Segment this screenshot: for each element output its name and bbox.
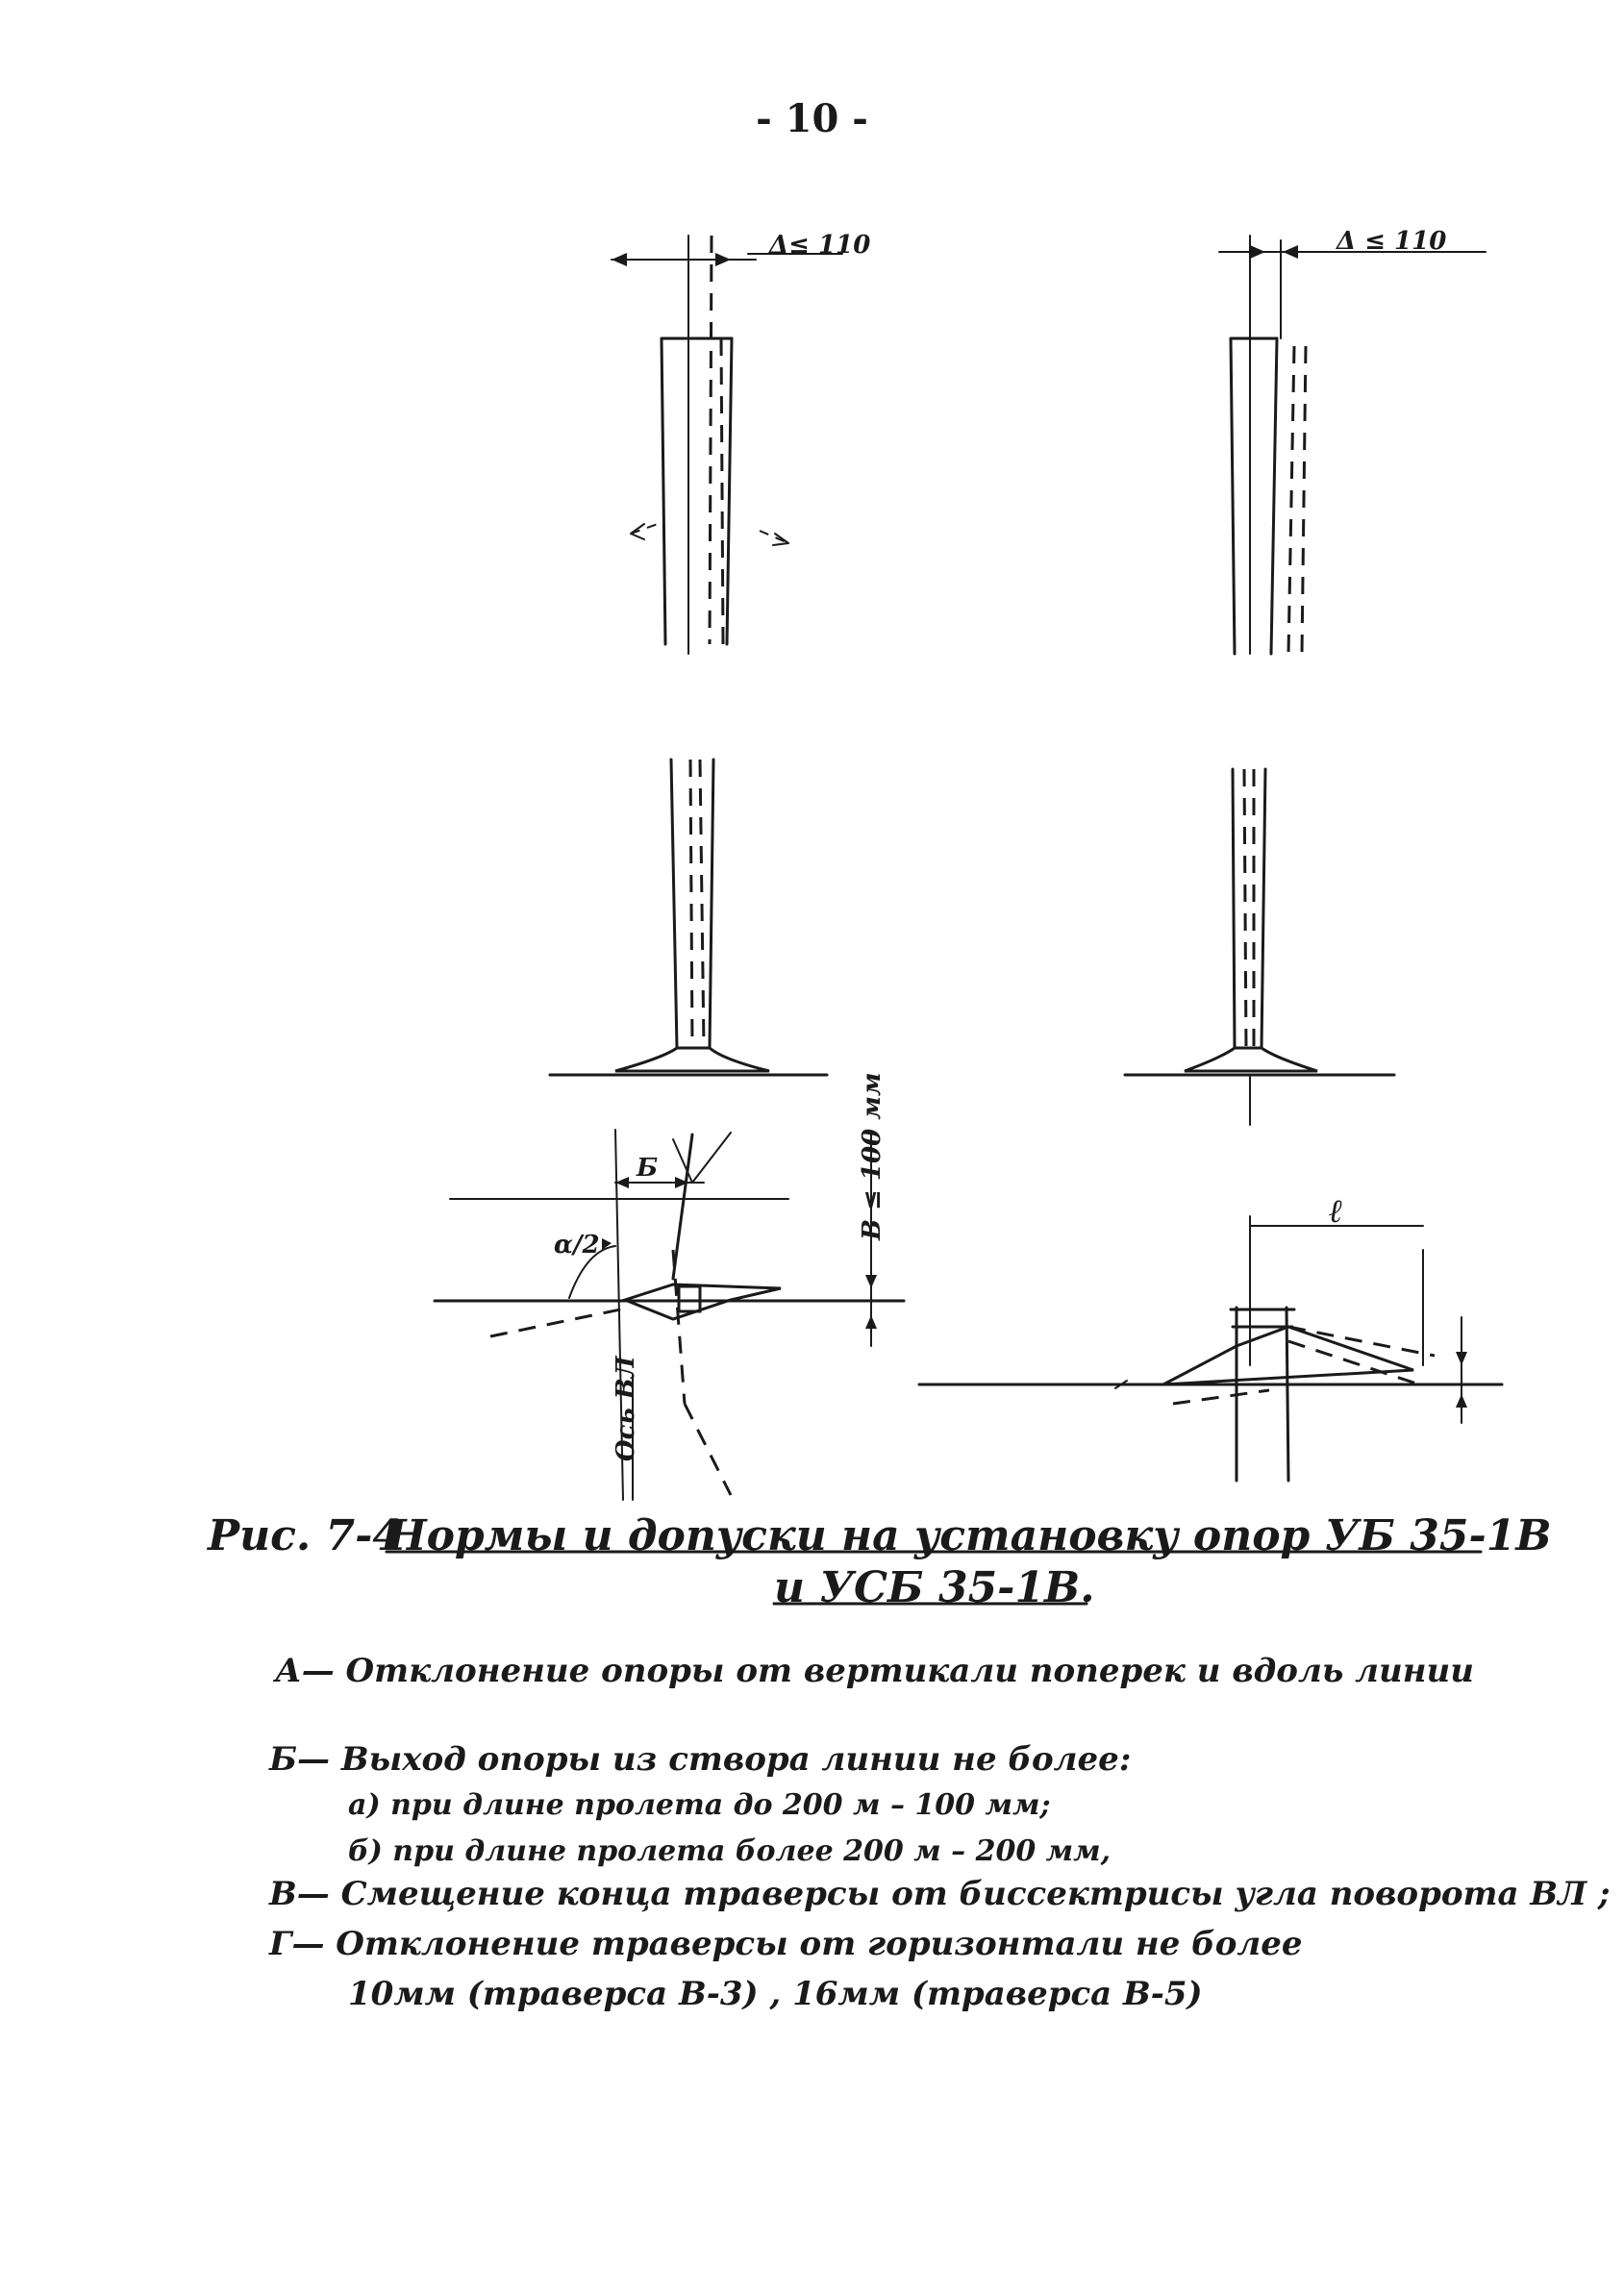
right-pole bbox=[1125, 236, 1486, 1125]
dim-label-v-limit: В ≤ 100 мм bbox=[858, 1072, 887, 1240]
caption-line-1: Нормы и допуски на установку опор УБ 35-1В bbox=[387, 1511, 1552, 1560]
figure-number: Рис. 7-4 bbox=[208, 1511, 402, 1560]
legend-a: А— Отклонение опоры от вертикали поперек и вдоль линии bbox=[275, 1652, 1474, 1690]
page-number: - 10 - bbox=[756, 96, 868, 141]
dim-label-b: Б bbox=[637, 1154, 659, 1183]
plan-detail bbox=[435, 1130, 904, 1500]
side-detail bbox=[919, 1216, 1502, 1481]
dim-label-axis: Ось ВЛ bbox=[612, 1356, 640, 1461]
legend-v: В— Смещение конца траверсы от биссектрисы угла поворота ВЛ ; bbox=[269, 1875, 1611, 1913]
legend-b-b: б) при длине пролета более 200 м – 200 мм, bbox=[348, 1834, 1112, 1868]
dim-label-top-right: Δ ≤ 110 bbox=[1337, 227, 1447, 256]
dim-label-angle: α/2 bbox=[554, 1231, 600, 1259]
legend-b-a: а) при длине пролета до 200 м – 100 мм; bbox=[348, 1788, 1051, 1822]
caption-line-2: и УСБ 35-1В. bbox=[774, 1563, 1095, 1612]
legend-g-2: 10мм (траверса В-3) , 16мм (траверса В-5) bbox=[348, 1975, 1203, 2013]
left-pole bbox=[550, 236, 842, 1075]
legend-g: Г— Отклонение траверсы от горизонтали не более bbox=[269, 1925, 1303, 1963]
legend-b: Б— Выход опоры из створа линии не более: bbox=[269, 1740, 1132, 1779]
dim-label-l: ℓ bbox=[1329, 1192, 1343, 1231]
dim-label-top-left: Δ≤ 110 bbox=[769, 231, 871, 260]
